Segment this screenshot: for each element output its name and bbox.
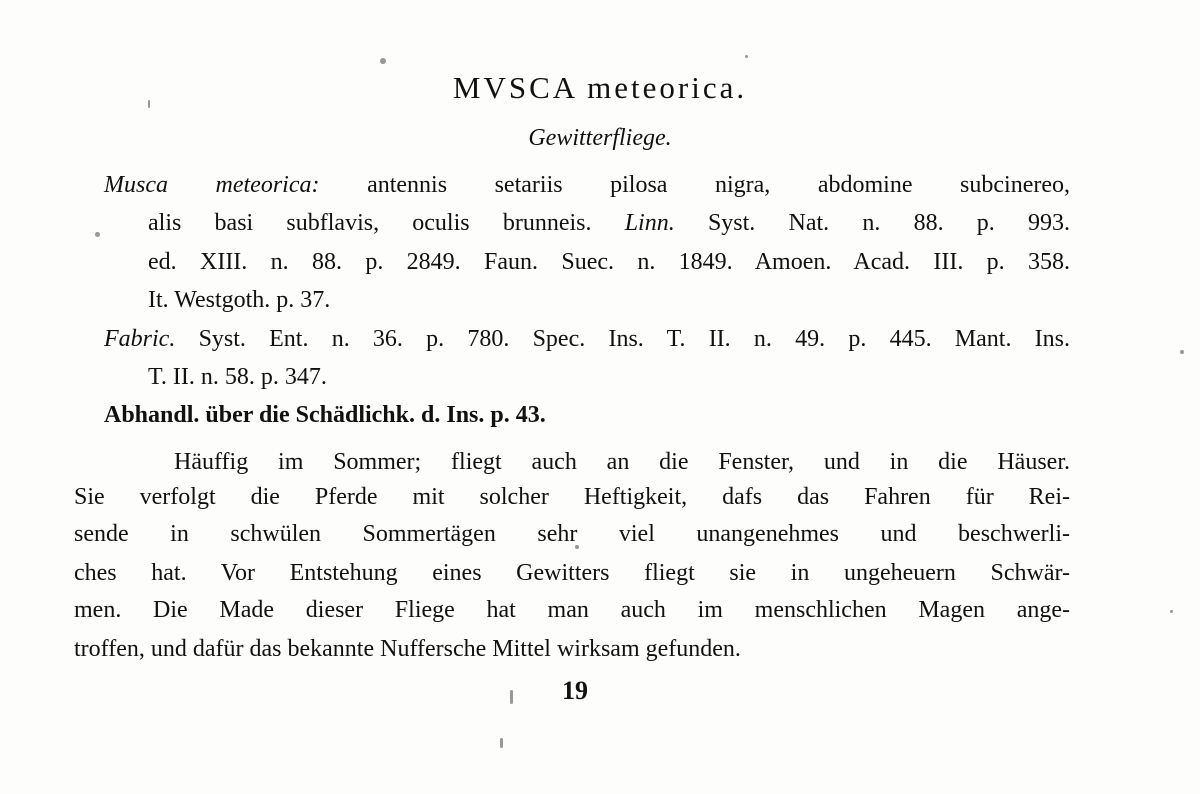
speck — [1170, 610, 1173, 613]
reference-text: Syst. Nat. n. 88. p. 993. — [707, 210, 1071, 236]
page-subtitle: Gewitterfliege. — [528, 125, 672, 151]
body-line-2: Sie verfolgt die Pferde mit solcher Heftigkeit, dafs das Fahren für Rei- — [74, 484, 1070, 510]
reference-text: Syst. Ent. n. 36. p. 780. Spec. Ins. T. II. n. 49. p. 445. Mant. Ins. — [198, 326, 1071, 352]
body-line-6: troffen, und dafür das bekannte Nuffersche Mittel wirksam gefunden. — [74, 636, 741, 662]
fabric-line-2: T. II. n. 58. p. 347. — [148, 364, 327, 390]
body-line-3: sende in schwülen Sommertägen sehr viel unangenehmes und beschwerli- — [74, 521, 1070, 547]
fabric-label: Fabric. — [104, 326, 176, 352]
synonymy-line-4: It. Westgoth. p. 37. — [148, 287, 331, 313]
speck — [1180, 350, 1184, 354]
body-line-4: ches hat. Vor Entstehung eines Gewitters fliegt sie in ungeheuern Schwär- — [74, 560, 1070, 586]
speck — [745, 55, 748, 58]
body-line-1: Häuffig im Sommer; fliegt auch an die Fenster, und in die Häuser. — [174, 449, 1070, 475]
diagnosis-text: alis basi subflavis, oculis brunneis. — [148, 210, 592, 236]
species-label: Musca meteorica: — [104, 172, 320, 198]
page-title: MVSCA meteorica. — [452, 70, 748, 105]
speck — [380, 58, 386, 64]
fabric-line-1 — [104, 326, 1070, 353]
diagnosis-text: antennis setariis pilosa nigra, abdomine subcinereo, — [367, 172, 1071, 198]
synonymy-line-3: ed. XIII. n. 88. p. 2849. Faun. Suec. n. 1849. Amoen. Acad. III. p. 358. — [148, 249, 1070, 275]
speck — [95, 232, 100, 237]
synonymy-line-1 — [104, 172, 1070, 199]
abhandl-reference: Abhandl. über die Schädlichk. d. Ins. p. 43. — [104, 402, 546, 428]
linn-reference-label: Linn. — [624, 210, 675, 236]
page-number: 19 — [562, 676, 588, 705]
body-line-5: men. Die Made dieser Fliege hat man auch im menschlichen Magen ange- — [74, 597, 1070, 623]
synonymy-line-2 — [148, 210, 1070, 237]
speck — [500, 738, 503, 748]
